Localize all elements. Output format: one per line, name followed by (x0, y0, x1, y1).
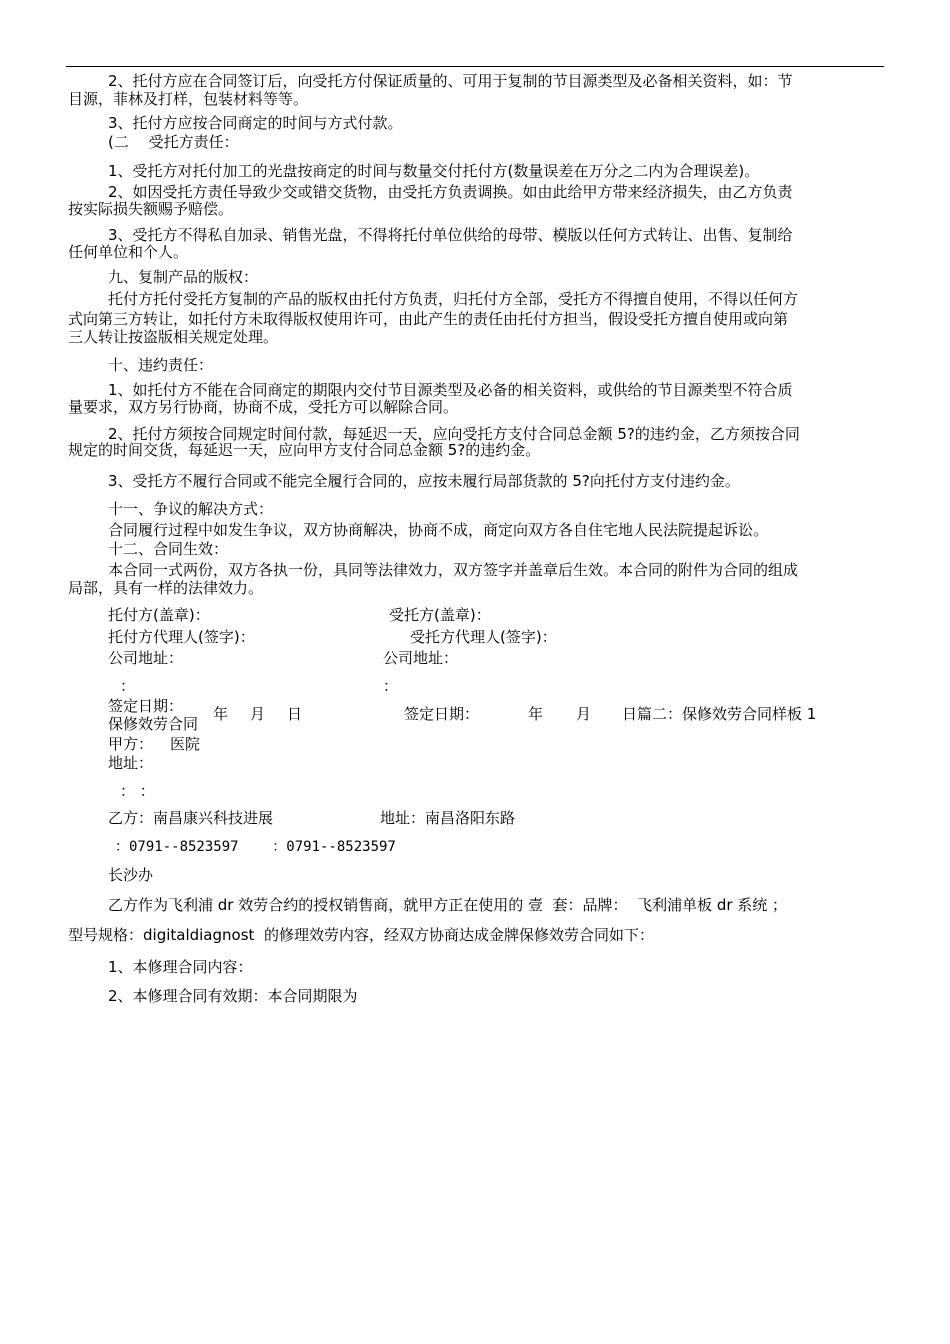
effect-line-2: 局部，具有一样的法律效力。 (68, 579, 264, 597)
contract2-title-fragment: 保修效劳合同 (108, 715, 199, 733)
year-right: 年 (528, 705, 544, 723)
day-left: 日 (287, 705, 303, 723)
breach-2-line-1: 2、托付方须按合同规定时间付款，每延迟一天，应向受托方支付合同总金额 5?的违约金，乙方须按合同 (108, 425, 800, 443)
party-a-address-label: 地址： (108, 754, 154, 772)
breach-1-line-1: 1、如托付方不能在合同商定的期限内交付节目源类型及必备的相关资料，或供给的节目源类型不符合质 (108, 381, 793, 399)
sign-date-right-label: 签定日期： (404, 705, 480, 723)
phone-line: ：0791--8523597 ：0791--8523597 (115, 839, 396, 855)
section-2-heading: (二 受托方责任： (108, 133, 239, 151)
party-b-address: 地址：南昌洛阳东路 (380, 809, 516, 827)
clause-trustee-3-line-1: 3、受托方不得私自加录、销售光盘，不得将托付单位供给的母带、模版以任何方式转让、出售、复制给 (108, 226, 793, 244)
clause-8-1-line-2: 目源，菲林及打样，包装材料等等。 (68, 90, 309, 108)
party-a-colons: ： ： (120, 782, 155, 800)
office-label: 长沙办 (108, 866, 154, 884)
year-left: 年 (213, 705, 229, 723)
intro-line-2: 型号规格：digitaldiagnost 的修理效劳内容，经双方协商达成金牌保修效劳合同如下： (68, 926, 654, 944)
item-1: 1、本修理合同内容： (108, 958, 253, 976)
party-a-label: 甲方： (108, 735, 154, 753)
party-a-value: 医院 (170, 735, 201, 753)
copyright-line-2: 式向第三方转让，如托付方未取得版权使用许可，由此产生的责任由托付方担当，假设受托方擅自使用或向第 (68, 310, 789, 328)
item-2: 2、本修理合同有效期：本合同期限为 (108, 987, 358, 1005)
company-address-right: 公司地址： (383, 649, 459, 667)
month-right: 月 (576, 705, 592, 723)
entrust-seal-label: 托付方(盖章)： (108, 606, 210, 624)
breach-3: 3、受托方不履行合同或不能完全履行合同的，应按未履行局部货款的 5?向托付方支付违约金。 (108, 472, 740, 490)
clause-trustee-1: 1、受托方对托付加工的光盘按商定的时间与数量交付托付方(数量误差在万分之二内为合理误差)。 (108, 162, 760, 180)
copyright-line-1: 托付方托付受托方复制的产品的版权由托付方负责，归托付方全部，受托方不得擅自使用，不得以任何方 (108, 290, 799, 308)
clause-8-3: 3、托付方应按合同商定的时间与方式付款。 (108, 114, 403, 132)
breach-1-line-2: 量要求，双方另行协商，协商不成，受托方可以解除合同。 (68, 398, 459, 416)
section-10-heading: 十、违约责任： (108, 356, 214, 374)
dispute-text: 合同履行过程中如发生争议，双方协商解决，协商不成，商定向双方各自住宅地人民法院提起诉讼。 (108, 521, 769, 539)
colon-right: ： (383, 677, 399, 695)
month-left: 月 (250, 705, 266, 723)
header-rule (66, 66, 884, 67)
day-right-and-part2-title: 日篇二：保修效劳合同样板 1 (622, 705, 817, 723)
copyright-line-3: 三人转让按盗版相关规定处理。 (68, 328, 279, 346)
section-9-heading: 九、复制产品的版权： (108, 268, 259, 286)
trustee-seal-label: 受托方(盖章)： (389, 606, 491, 624)
entrust-agent-label: 托付方代理人(签字)： (108, 628, 255, 646)
clause-trustee-2-line-2: 按实际损失额赐予赔偿。 (68, 200, 234, 218)
clause-8-1-line-1: 2、托付方应在合同签订后，向受托方付保证质量的、可用于复制的节目源类型及必备相关资料，如：节 (108, 72, 793, 90)
clause-trustee-2-line-1: 2、如因受托方责任导致少交或错交货物，由受托方负责调换。如由此给甲方带来经济损失，由乙方负责 (108, 183, 793, 201)
clause-trustee-3-line-2: 任何单位和个人。 (68, 243, 189, 261)
section-11-heading: 十一、争议的解决方式： (108, 500, 274, 518)
effect-line-1: 本合同一式两份，双方各执一份，具同等法律效力，双方签字并盖章后生效。本合同的附件为合同的组成 (108, 561, 799, 579)
breach-2-line-2: 规定的时间交货，每延迟一天，应向甲方支付合同总金额 5?的违约金。 (68, 441, 541, 459)
intro-line-1: 乙方作为飞利浦 dr 效劳合约的授权销售商，就甲方正在使用的 壹 套：品牌： 飞利浦单板 dr 系统 ； (108, 896, 788, 914)
sign-date-left-label: 签定日期： (108, 697, 184, 715)
colon-left: ： (120, 677, 136, 695)
party-b: 乙方：南昌康兴科技进展 (108, 809, 274, 827)
trustee-agent-label: 受托方代理人(签字)： (410, 628, 557, 646)
section-12-heading: 十二、合同生效： (108, 540, 229, 558)
company-address-left: 公司地址： (108, 649, 184, 667)
